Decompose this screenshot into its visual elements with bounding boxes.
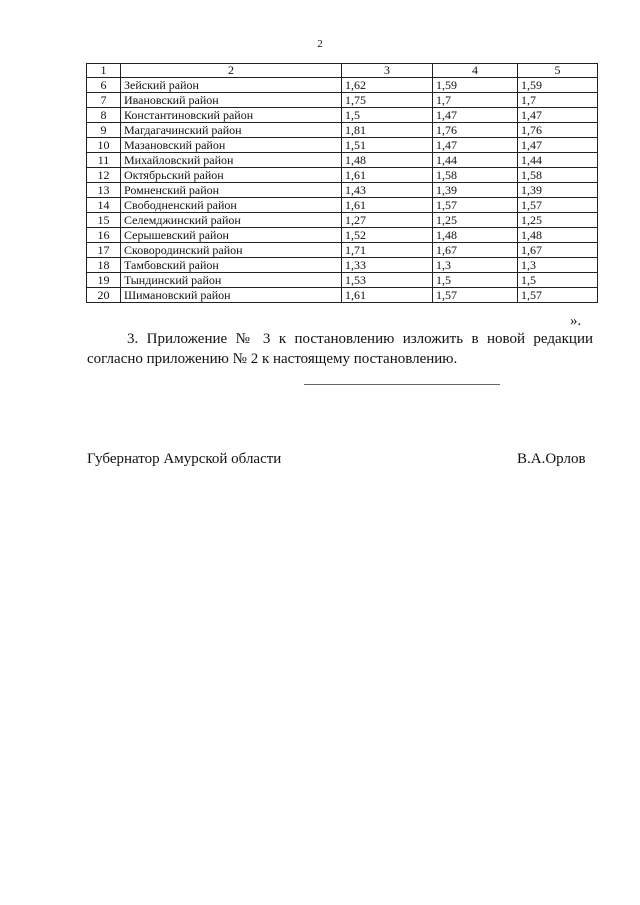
- table-row: [87, 153, 598, 168]
- district-name-cell: Зейский район: [121, 78, 342, 93]
- value-col4-cell: 1,7: [433, 93, 518, 108]
- table-header-row: [87, 64, 598, 78]
- value-col5-cell: 1,7: [518, 93, 598, 108]
- value-col3-cell: 1,61: [342, 288, 433, 303]
- header-cell-5: 5: [518, 64, 598, 78]
- value-col3-cell: 1,5: [342, 108, 433, 123]
- value-col4-cell: 1,25: [433, 213, 518, 228]
- district-name-cell: Мазановский район: [121, 138, 342, 153]
- row-number-cell: 7: [87, 93, 121, 108]
- row-number-cell: 16: [87, 228, 121, 243]
- district-name-cell: Ивановский район: [121, 93, 342, 108]
- value-col4-cell: 1,57: [433, 198, 518, 213]
- value-col5-cell: 1,3: [518, 258, 598, 273]
- header-cell-2: 2: [121, 64, 342, 78]
- row-number-cell: 19: [87, 273, 121, 288]
- row-number-cell: 15: [87, 213, 121, 228]
- value-col4-cell: 1,5: [433, 273, 518, 288]
- value-col5-cell: 1,57: [518, 288, 598, 303]
- value-col4-cell: 1,47: [433, 138, 518, 153]
- value-col4-cell: 1,59: [433, 78, 518, 93]
- row-number-cell: 17: [87, 243, 121, 258]
- coefficients-table: [86, 63, 598, 303]
- table-row: [87, 288, 598, 303]
- district-name-cell: Октябрьский район: [121, 168, 342, 183]
- row-number-cell: 6: [87, 78, 121, 93]
- value-col5-cell: 1,47: [518, 138, 598, 153]
- table-row: [87, 243, 598, 258]
- row-number-cell: 9: [87, 123, 121, 138]
- value-col4-cell: 1,57: [433, 288, 518, 303]
- district-name-cell: Серышевский район: [121, 228, 342, 243]
- value-col5-cell: 1,67: [518, 243, 598, 258]
- district-name-cell: Сковородинский район: [121, 243, 342, 258]
- district-name-cell: Ромненский район: [121, 183, 342, 198]
- district-name-cell: Тамбовский район: [121, 258, 342, 273]
- district-name-cell: Михайловский район: [121, 153, 342, 168]
- row-number-cell: 18: [87, 258, 121, 273]
- row-number-cell: 20: [87, 288, 121, 303]
- district-name-cell: Селемджинский район: [121, 213, 342, 228]
- value-col3-cell: 1,71: [342, 243, 433, 258]
- table-row: [87, 198, 598, 213]
- table-row: [87, 213, 598, 228]
- value-col3-cell: 1,52: [342, 228, 433, 243]
- value-col3-cell: 1,48: [342, 153, 433, 168]
- value-col3-cell: 1,62: [342, 78, 433, 93]
- value-col4-cell: 1,44: [433, 153, 518, 168]
- district-name-cell: Магдагачинский район: [121, 123, 342, 138]
- row-number-cell: 12: [87, 168, 121, 183]
- value-col4-cell: 1,58: [433, 168, 518, 183]
- table-row: [87, 228, 598, 243]
- row-number-cell: 10: [87, 138, 121, 153]
- value-col4-cell: 1,3: [433, 258, 518, 273]
- page-number: 2: [317, 38, 323, 50]
- header-cell-4: 4: [433, 64, 518, 78]
- value-col4-cell: 1,76: [433, 123, 518, 138]
- district-name-cell: Шимановский район: [121, 288, 342, 303]
- body-paragraph: 3. Приложение № 3 к постановлению изложить в новой редакции согласно приложению № 2 к настоящему постановлению.: [87, 331, 593, 367]
- closing-quote-mark: ».: [570, 313, 582, 329]
- value-col4-cell: 1,39: [433, 183, 518, 198]
- value-col3-cell: 1,43: [342, 183, 433, 198]
- table-row: [87, 183, 598, 198]
- value-col3-cell: 1,33: [342, 258, 433, 273]
- value-col4-cell: 1,67: [433, 243, 518, 258]
- value-col3-cell: 1,75: [342, 93, 433, 108]
- row-number-cell: 8: [87, 108, 121, 123]
- value-col5-cell: 1,25: [518, 213, 598, 228]
- value-col3-cell: 1,61: [342, 198, 433, 213]
- value-col5-cell: 1,58: [518, 168, 598, 183]
- table-row: [87, 273, 598, 288]
- table-row: [87, 108, 598, 123]
- table-row: [87, 78, 598, 93]
- value-col5-cell: 1,44: [518, 153, 598, 168]
- table-row: [87, 93, 598, 108]
- value-col5-cell: 1,5: [518, 273, 598, 288]
- value-col5-cell: 1,47: [518, 108, 598, 123]
- value-col3-cell: 1,27: [342, 213, 433, 228]
- value-col3-cell: 1,53: [342, 273, 433, 288]
- value-col5-cell: 1,76: [518, 123, 598, 138]
- value-col5-cell: 1,48: [518, 228, 598, 243]
- row-number-cell: 13: [87, 183, 121, 198]
- row-number-cell: 14: [87, 198, 121, 213]
- divider-line: [304, 384, 500, 385]
- table-row: [87, 168, 598, 183]
- value-col3-cell: 1,81: [342, 123, 433, 138]
- value-col5-cell: 1,39: [518, 183, 598, 198]
- header-cell-3: 3: [342, 64, 433, 78]
- table-row: [87, 258, 598, 273]
- value-col4-cell: 1,47: [433, 108, 518, 123]
- value-col5-cell: 1,57: [518, 198, 598, 213]
- value-col5-cell: 1,59: [518, 78, 598, 93]
- district-name-cell: Тындинский район: [121, 273, 342, 288]
- table-row: [87, 138, 598, 153]
- row-number-cell: 11: [87, 153, 121, 168]
- value-col4-cell: 1,48: [433, 228, 518, 243]
- signature-name: В.А.Орлов: [517, 451, 586, 467]
- header-cell-1: 1: [87, 64, 121, 78]
- signature-title: Губернатор Амурской области: [87, 451, 282, 467]
- table-body: [87, 64, 598, 303]
- value-col3-cell: 1,61: [342, 168, 433, 183]
- district-name-cell: Свободненский район: [121, 198, 342, 213]
- district-name-cell: Константиновский район: [121, 108, 342, 123]
- table-row: [87, 123, 598, 138]
- value-col3-cell: 1,51: [342, 138, 433, 153]
